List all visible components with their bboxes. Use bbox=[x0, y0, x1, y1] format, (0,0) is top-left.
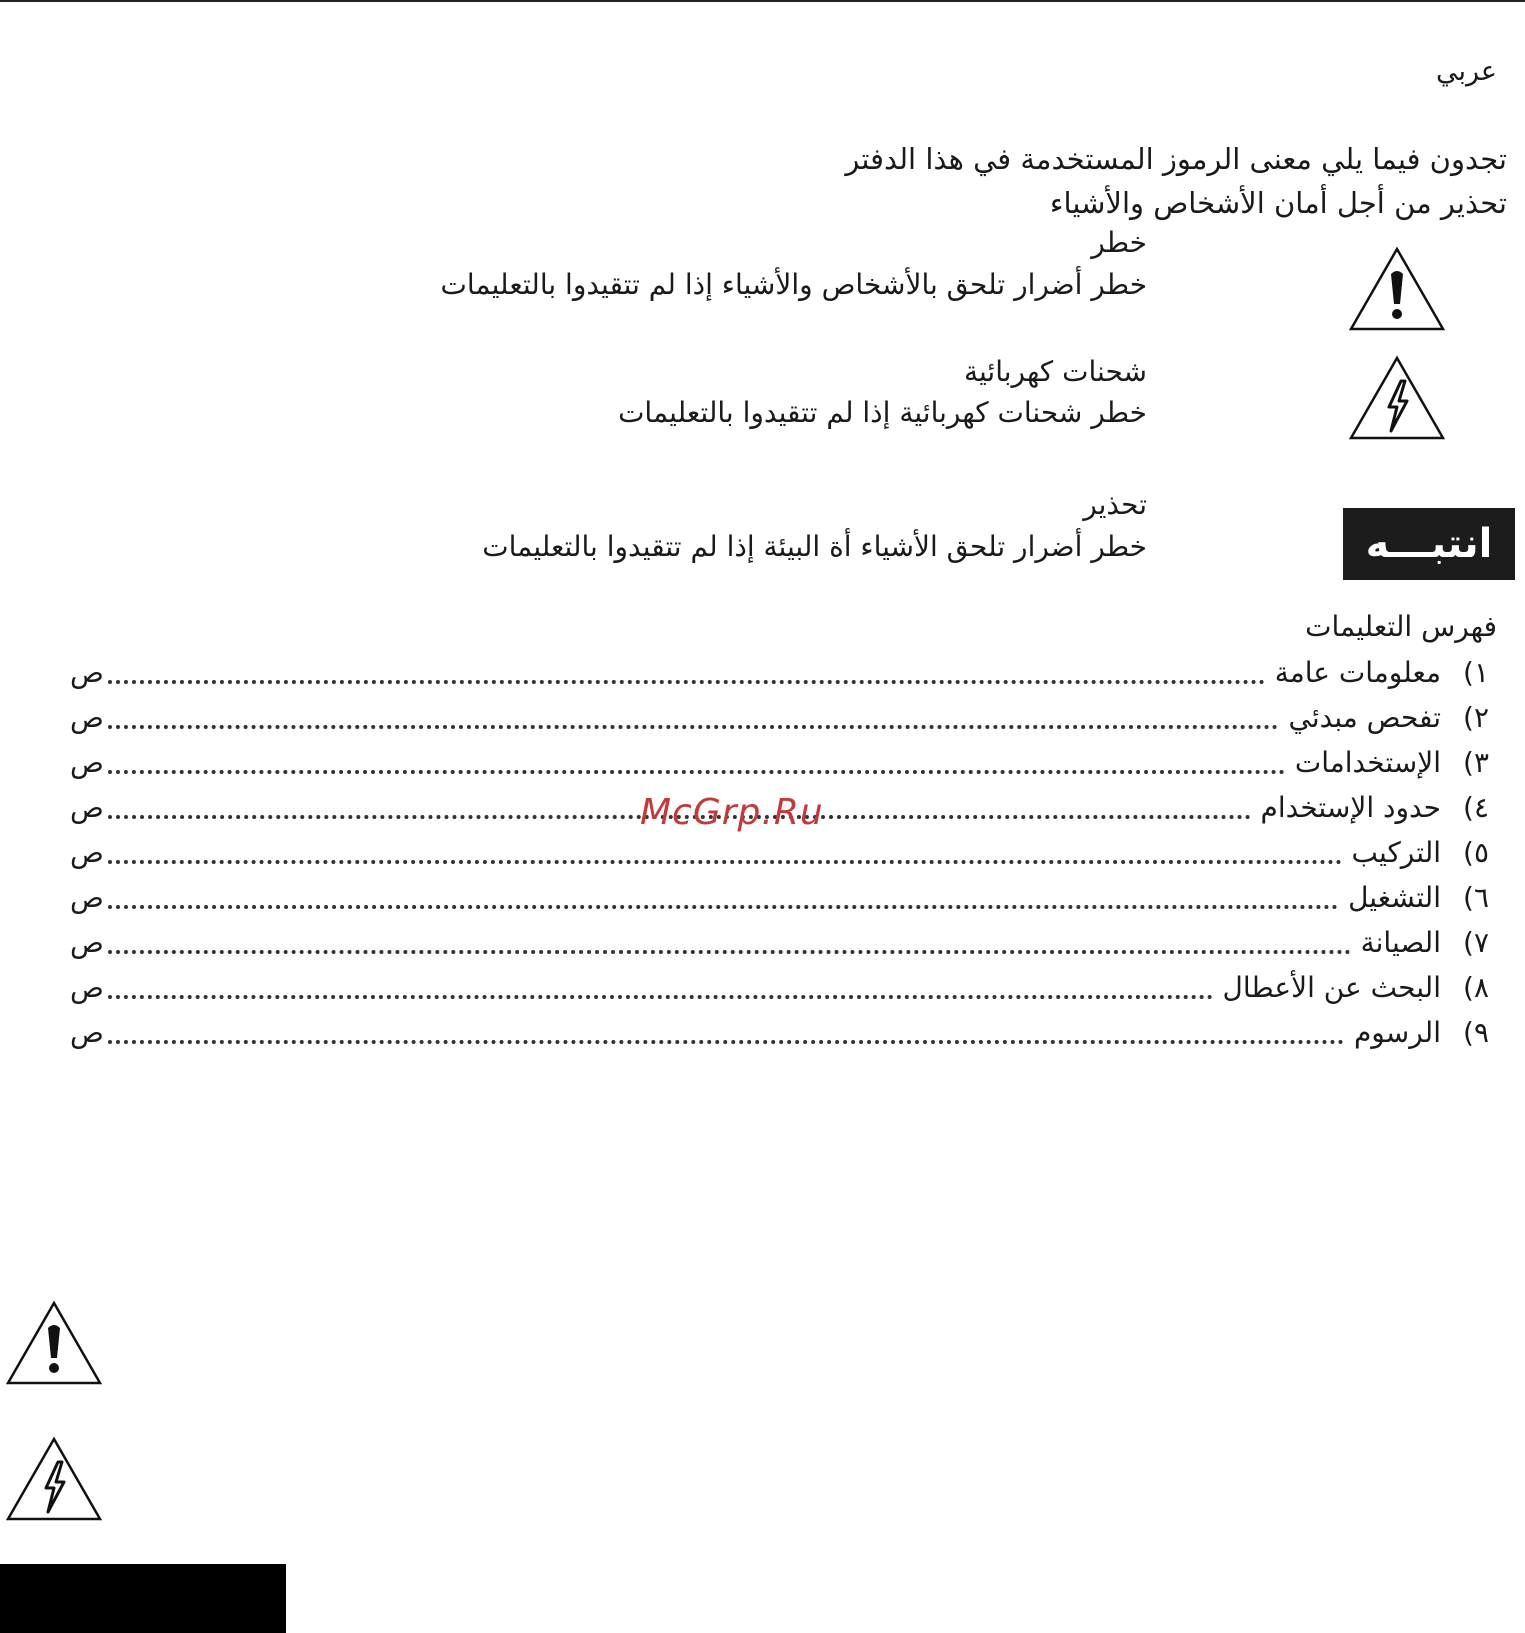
toc-item-number: ٥) bbox=[1463, 835, 1489, 869]
symbol-title-warning: تحذير bbox=[1083, 488, 1147, 521]
symbol-desc-electric: خطر شحنات كهربائية إذا لم تتقيدوا بالتعليمات bbox=[618, 396, 1147, 429]
watermark: McGrp.Ru bbox=[640, 792, 824, 833]
toc-item-page: ص bbox=[70, 1015, 104, 1049]
toc-item-page: ص bbox=[70, 880, 104, 914]
toc-item-page: ص bbox=[70, 835, 104, 869]
toc-item-label: الرسوم bbox=[1353, 1015, 1441, 1049]
toc-item bbox=[70, 742, 1505, 782]
black-label-block bbox=[0, 1564, 286, 1633]
toc-item bbox=[70, 1012, 1505, 1052]
toc-item-number: ٣) bbox=[1463, 745, 1489, 779]
toc-item bbox=[70, 922, 1505, 962]
intro-line-safety: تحذير من أجل أمان الأشخاص والأشياء bbox=[1049, 186, 1507, 220]
toc-item-number: ١) bbox=[1463, 655, 1489, 689]
toc-item-label: معلومات عامة bbox=[1274, 655, 1441, 689]
toc-item-label: البحث عن الأعطال bbox=[1222, 970, 1441, 1004]
symbol-title-electric: شحنات كهربائية bbox=[963, 355, 1147, 388]
toc-leader-dots bbox=[108, 950, 1351, 954]
toc-item bbox=[70, 967, 1505, 1007]
exclamation-triangle-icon bbox=[6, 1300, 102, 1386]
toc-item-label: التركيب bbox=[1351, 835, 1441, 869]
toc-item-page: ص bbox=[70, 745, 104, 779]
exclamation-triangle-icon bbox=[1349, 246, 1445, 332]
toc-heading: فهرس التعليمات bbox=[1305, 610, 1497, 643]
toc-item-number: ٦) bbox=[1463, 880, 1489, 914]
toc-leader-dots bbox=[108, 905, 1338, 909]
toc-leader-dots bbox=[108, 860, 1342, 864]
toc-leader-dots bbox=[108, 995, 1213, 999]
toc-item-number: ٨) bbox=[1463, 970, 1489, 1004]
toc-item bbox=[70, 652, 1505, 692]
toc-item-label: الصيانة bbox=[1360, 925, 1441, 959]
toc-item bbox=[70, 877, 1505, 917]
toc-item-number: ٢) bbox=[1463, 700, 1489, 734]
toc-leader-dots bbox=[108, 680, 1265, 684]
toc-leader-dots bbox=[108, 1040, 1344, 1044]
toc-item-label: التشغيل bbox=[1348, 880, 1441, 914]
lightning-triangle-icon bbox=[1349, 355, 1445, 441]
intro-line: تجدون فيما يلي معنى الرموز المستخدمة في هذا الدفتر bbox=[845, 142, 1507, 176]
toc-item-page: ص bbox=[70, 925, 104, 959]
toc-leader-dots bbox=[108, 770, 1285, 774]
toc-item-number: ٧) bbox=[1463, 925, 1489, 959]
toc-item-label: حدود الإستخدام bbox=[1260, 790, 1441, 824]
toc-item-page: ص bbox=[70, 970, 104, 1004]
symbol-desc-warning: خطر أضرار تلحق الأشياء أة البيئة إذا لم تتقيدوا بالتعليمات bbox=[482, 530, 1147, 563]
lightning-triangle-icon bbox=[6, 1436, 102, 1522]
toc-item-page: ص bbox=[70, 655, 104, 689]
toc-item-page: ص bbox=[70, 790, 104, 824]
language-label: عربي bbox=[1435, 56, 1497, 87]
toc-item bbox=[70, 697, 1505, 737]
toc-item-number: ٤) bbox=[1463, 790, 1489, 824]
toc-item-label: تفحص مبدئي bbox=[1288, 700, 1441, 734]
toc-item bbox=[70, 832, 1505, 872]
toc-leader-dots bbox=[108, 725, 1279, 729]
toc-item-page: ص bbox=[70, 700, 104, 734]
toc-item-number: ٩) bbox=[1463, 1015, 1489, 1049]
toc-item-label: الإستخدامات bbox=[1294, 745, 1441, 779]
attention-label: انتبـــه bbox=[1343, 508, 1515, 580]
symbol-title-danger: خطر bbox=[1091, 226, 1147, 259]
symbol-desc-danger: خطر أضرار تلحق بالأشخاص والأشياء إذا لم تتقيدوا بالتعليمات bbox=[440, 268, 1147, 301]
top-rule bbox=[0, 0, 1525, 2]
